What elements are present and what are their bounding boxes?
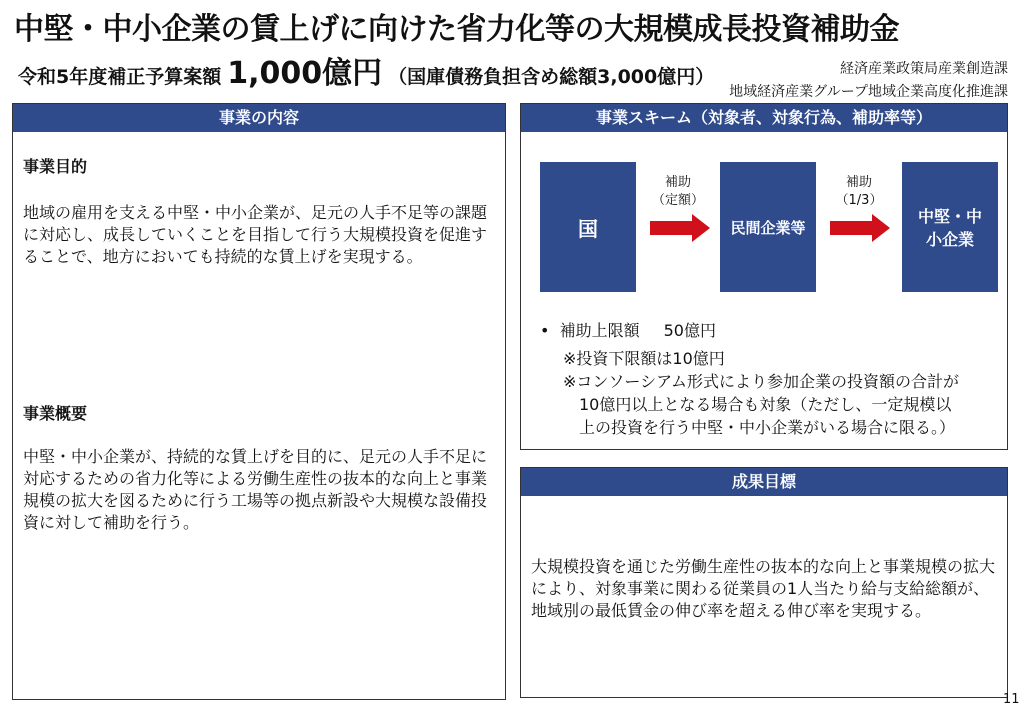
box-government: 国 (540, 162, 636, 292)
right-arrow-icon (650, 214, 710, 242)
note-3: 10億円以上となる場合も対象（ただし、一定規模以 (579, 395, 952, 414)
box-private-companies: 民間企業等 (720, 162, 816, 292)
page-title: 中堅・中小企業の賃上げに向けた省力化等の大規模成長投資補助金 (14, 12, 899, 47)
arrow-label-line: 補助 (664, 175, 691, 190)
department-2: 地域経済産業グループ地域企業高度化推進課 (729, 84, 1008, 100)
budget-amount: 1,000億円 (227, 56, 383, 91)
overview-heading: 事業概要 (23, 404, 88, 423)
subsidy-cap-bullet: • 補助上限額 50億円 (540, 321, 716, 340)
panel-header: 事業スキーム（対象者、対象行為、補助率等） (521, 104, 1007, 132)
note-1: ※投資下限額は10億円 (563, 349, 725, 368)
panel-header: 事業の内容 (13, 104, 505, 132)
arrow-label-line: （定額） (651, 193, 704, 208)
bullet-value: 50億円 (663, 321, 716, 340)
note-2: ※コンソーシアム形式により参加企業の投資額の合計が (563, 372, 959, 391)
outcome-panel (520, 467, 1008, 698)
arrow-label-2 (824, 174, 894, 210)
purpose-heading: 事業目的 (23, 157, 88, 176)
department-1: 経済産業政策局産業創造課 (840, 61, 1008, 77)
panel-header: 成果目標 (521, 468, 1007, 496)
note-4: 上の投資を行う中堅・中小企業がいる場合に限る。） (579, 418, 956, 437)
budget-label: 令和5年度補正予算案額 (18, 66, 222, 88)
right-arrow-icon (830, 214, 890, 242)
arrow-label-1 (643, 174, 713, 210)
budget-line (18, 48, 714, 92)
arrow-label-line: （1/3） (835, 193, 883, 208)
page-number: 11 (1003, 692, 1020, 707)
arrow-label-line: 補助 (845, 175, 872, 190)
bullet-label: 補助上限額 (559, 321, 640, 340)
business-content-panel (12, 103, 506, 700)
outcome-text: 大規模投資を通じた労働生産性の抜本的な向上と事業規模の拡大により、対象事業に関わる従業員の1人当たり給与支給総額が、地域別の最低賃金の伸び率を超える伸び率を実現する。 (531, 557, 996, 620)
budget-note: （国庫債務負担含め総額3,000億円） (388, 66, 715, 88)
overview-text: 中堅・中小企業が、持続的な賃上げを目的に、足元の人手不足に対応するための省力化等による労働生産性の抜本的な向上と事業規模の拡大を図るために行う工場等の拠点新設や大規模な設備投資に対して補助を行う。 (23, 447, 488, 532)
purpose-text: 地域の雇用を支える中堅・中小企業が、足元の人手不足等の課題に対応し、成長していくことを目指して行う大規模投資を促進することで、地方においても持続的な賃上げを実現する。 (23, 203, 488, 266)
box-sme: 中堅・中小企業 (902, 162, 998, 292)
